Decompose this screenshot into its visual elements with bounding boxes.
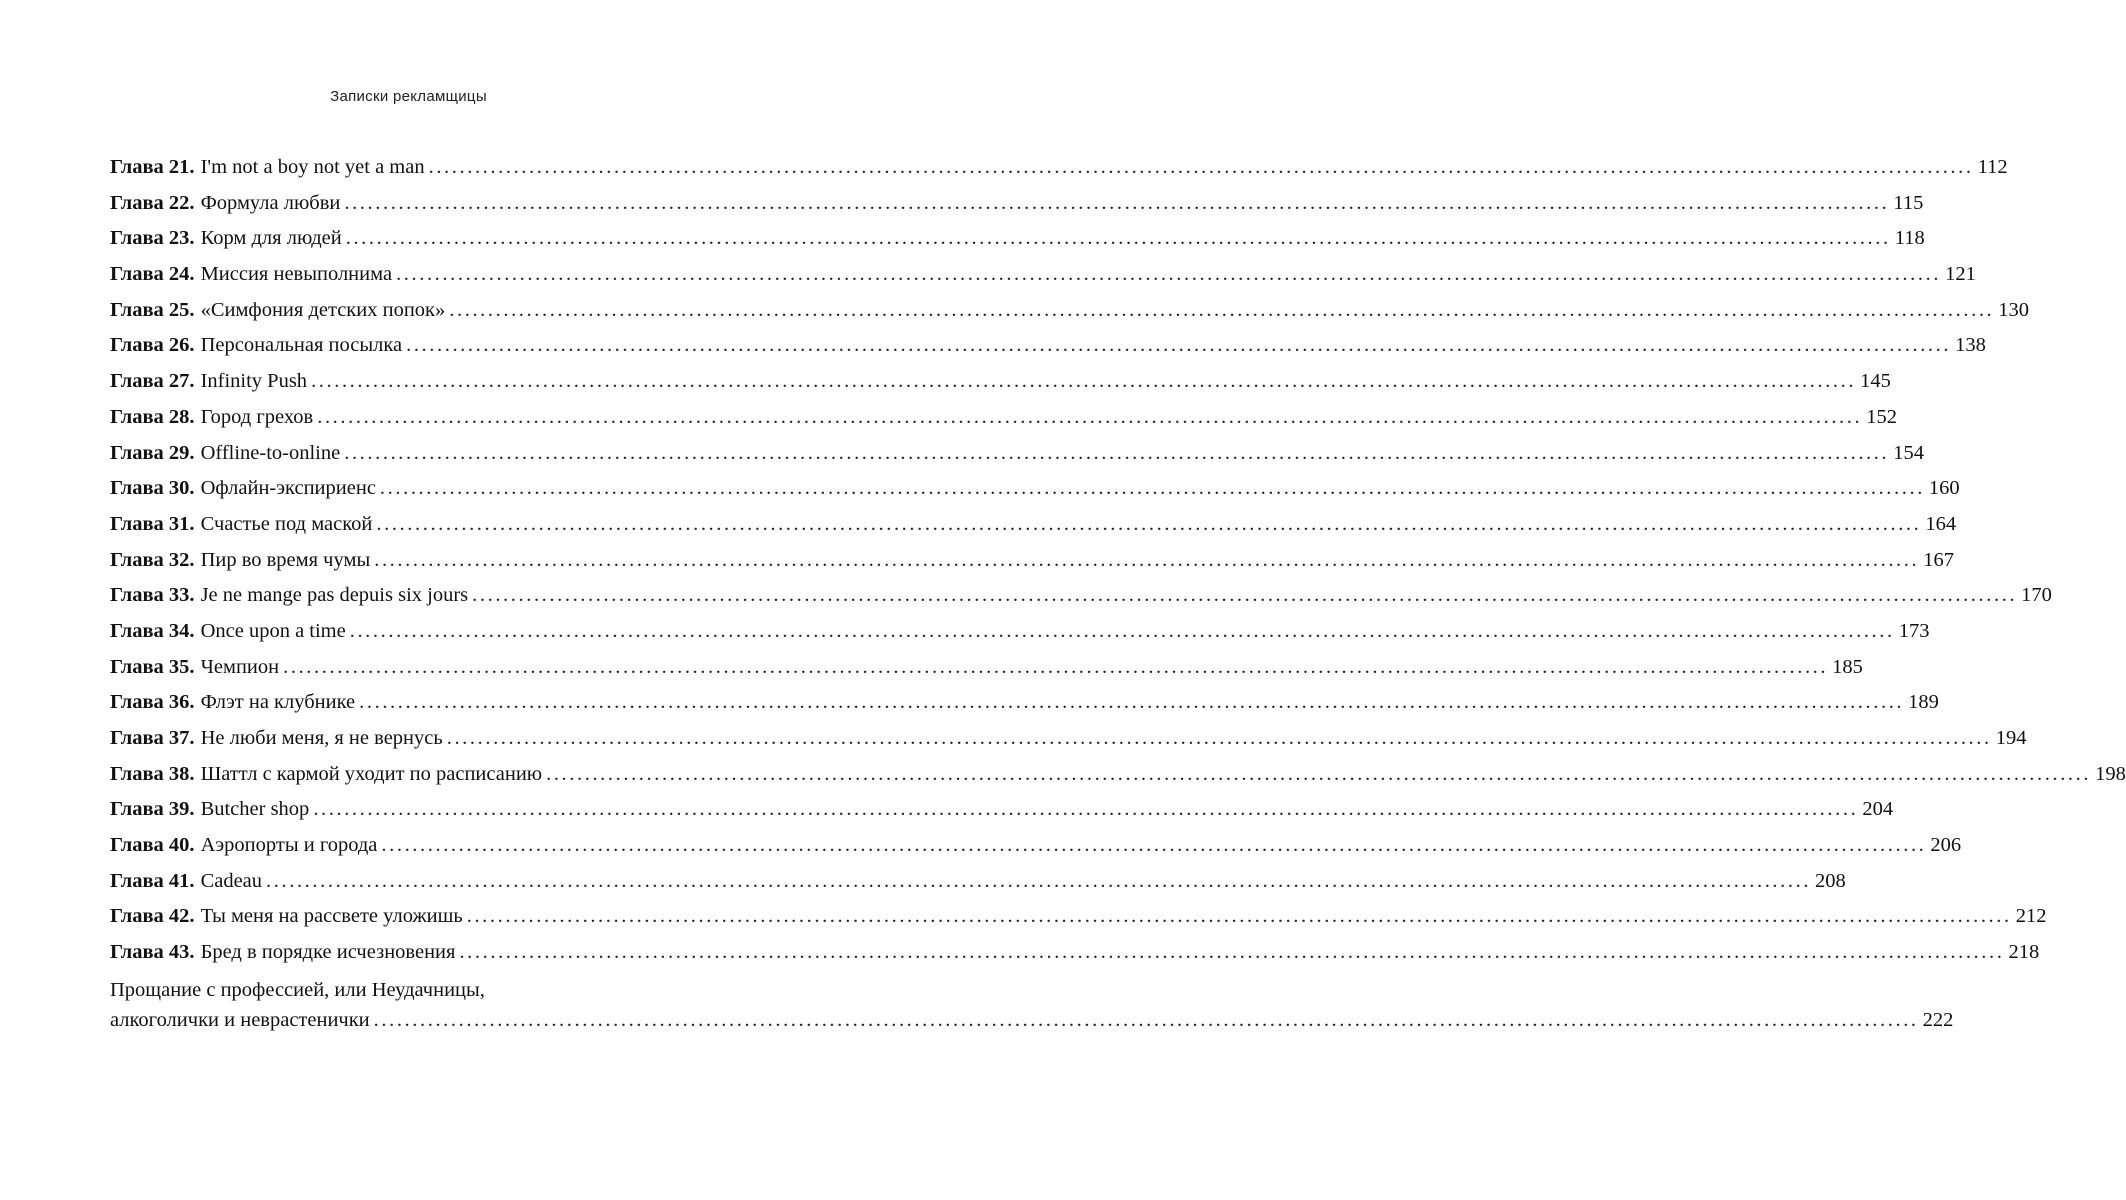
- chapter-title: Чемпион: [200, 655, 280, 678]
- chapter-title: Butcher shop: [200, 798, 310, 821]
- dot-leader: ........................................................................................................................................................................................................: [449, 298, 1995, 321]
- chapter-label: Глава 21.: [110, 156, 195, 178]
- dot-leader: ........................................................................................................................................................................................................: [373, 1008, 1919, 1031]
- chapter-label: Глава 28.: [110, 405, 195, 428]
- toc-entry: [110, 543, 1954, 579]
- page-number: 118: [1894, 227, 1925, 250]
- chapter-title: Не люби меня, я не вернусь: [200, 727, 443, 749]
- chapter-title: Пир во время чумы: [200, 548, 371, 571]
- dot-leader: ........................................................................................................................................................................................................: [379, 477, 1925, 500]
- final-entry-title-line2: алкоголички и неврастенички: [110, 1008, 370, 1031]
- toc-entry: [110, 400, 1897, 436]
- page-number: 115: [1893, 191, 1924, 214]
- final-entry-line2: [110, 1005, 1954, 1035]
- page-number: 167: [1923, 548, 1954, 571]
- toc-entry: [110, 364, 1891, 400]
- chapter-label: Глава 22.: [110, 191, 195, 214]
- chapter-title: I'm not a boy not yet a man: [200, 156, 425, 178]
- dot-leader: ........................................................................................................................................................................................................: [472, 584, 2018, 607]
- toc-entry: [110, 328, 1986, 364]
- toc-entry: [110, 257, 1976, 293]
- dot-leader: ........................................................................................................................................................................................................: [345, 227, 1891, 250]
- table-of-contents: [110, 150, 2126, 1035]
- chapter-label: Глава 40.: [110, 834, 195, 857]
- chapter-title: Флэт на клубнике: [200, 691, 356, 714]
- page-number: 208: [1815, 869, 1846, 892]
- chapter-label: Глава 24.: [110, 263, 195, 286]
- page-number: 160: [1928, 477, 1960, 500]
- dot-leader: ........................................................................................................................................................................................................: [359, 691, 1905, 714]
- toc-entry: [110, 685, 1939, 721]
- toc-entry: [110, 757, 2126, 793]
- chapter-label: Глава 32.: [110, 548, 195, 571]
- toc-entry: [110, 436, 1924, 472]
- chapter-label: Глава 42.: [110, 905, 195, 928]
- toc-entry: [110, 186, 1924, 222]
- chapter-title: Шаттл с кармой уходит по расписанию: [200, 762, 543, 785]
- page-number: 212: [2015, 905, 2047, 928]
- page-number: 138: [1955, 334, 1986, 357]
- toc-entry: [110, 614, 1930, 650]
- chapter-title: Once upon a time: [200, 619, 346, 642]
- chapter-label: Глава 35.: [110, 655, 195, 678]
- running-head-title: Записки рекламщицы: [330, 88, 487, 105]
- chapter-label: Глава 39.: [110, 798, 195, 821]
- chapter-label: Глава 34.: [110, 619, 195, 642]
- dot-leader: ........................................................................................................................................................................................................: [283, 655, 1829, 678]
- page-number: 130: [1998, 298, 2030, 321]
- dot-leader: ........................................................................................................................................................................................................: [459, 941, 2005, 964]
- dot-leader: ........................................................................................................................................................................................................: [317, 405, 1863, 428]
- chapter-label: Глава 31.: [110, 512, 195, 535]
- dot-leader: ........................................................................................................................................................................................................: [396, 263, 1942, 286]
- toc-entry: [110, 899, 2047, 935]
- chapter-title: Город грехов: [200, 405, 314, 428]
- dot-leader: ........................................................................................................................................................................................................: [381, 834, 1927, 857]
- toc-entry: [110, 293, 2030, 329]
- page-number: 198: [2095, 762, 2126, 785]
- toc-entry: [110, 471, 1960, 507]
- chapter-title: Бред в порядке исчезновения: [200, 941, 456, 964]
- chapter-title: Корм для людей: [200, 227, 342, 250]
- dot-leader: ........................................................................................................................................................................................................: [428, 156, 1974, 178]
- toc-entry: [110, 578, 2052, 614]
- page-number: 170: [2021, 584, 2052, 607]
- chapter-label: Глава 41.: [110, 869, 195, 892]
- chapter-label: Глава 37.: [110, 727, 195, 749]
- dot-leader: ........................................................................................................................................................................................................: [406, 334, 1952, 357]
- page-number: 173: [1898, 619, 1930, 642]
- chapter-title: Персональная посылка: [200, 334, 403, 357]
- toc-entry: [110, 150, 2008, 186]
- chapter-title: Формула любви: [200, 191, 341, 214]
- chapter-title: Счастье под маской: [200, 512, 373, 535]
- chapter-title: Аэропорты и города: [200, 834, 378, 857]
- page-number: 189: [1908, 691, 1939, 714]
- chapter-label: Глава 38.: [110, 762, 195, 785]
- chapter-label: Глава 43.: [110, 941, 195, 964]
- page-number: 206: [1930, 834, 1962, 857]
- chapter-label: Глава 27.: [110, 370, 195, 393]
- toc-entry: [110, 935, 2040, 971]
- dot-leader: ........................................................................................................................................................................................................: [466, 905, 2012, 928]
- chapter-label: Глава 30.: [110, 477, 195, 500]
- dot-leader: ........................................................................................................................................................................................................: [446, 727, 1992, 749]
- chapter-label: Глава 26.: [110, 334, 195, 357]
- page-number: 204: [1862, 798, 1894, 821]
- chapter-title: Infinity Push: [200, 370, 308, 393]
- dot-leader: ........................................................................................................................................................................................................: [311, 370, 1857, 393]
- page-number: 218: [2008, 941, 2040, 964]
- page-number: 194: [1995, 727, 2027, 749]
- chapter-label: Глава 29.: [110, 441, 195, 464]
- chapter-title: Ты меня на рассвете уложишь: [200, 905, 463, 928]
- page-number: 112: [1977, 156, 2008, 178]
- dot-leader: ........................................................................................................................................................................................................: [344, 191, 1890, 214]
- dot-leader: ........................................................................................................................................................................................................: [546, 762, 2092, 785]
- toc-final-entry: [110, 975, 1954, 1035]
- chapter-title: Cadeau: [200, 869, 263, 892]
- chapter-title: Offline-to-online: [200, 441, 341, 464]
- chapter-label: Глава 23.: [110, 227, 195, 250]
- chapter-title: Je ne mange pas depuis six jours: [200, 584, 469, 607]
- dot-leader: ........................................................................................................................................................................................................: [374, 548, 1920, 571]
- toc-entry: [110, 864, 1846, 900]
- toc-entry: [110, 828, 1962, 864]
- toc-entry: [110, 792, 1894, 828]
- dot-leader: ........................................................................................................................................................................................................: [344, 441, 1890, 464]
- page-number: 154: [1893, 441, 1924, 464]
- page-number: 222: [1922, 1008, 1954, 1031]
- chapter-title: Офлайн-экспириенс: [200, 477, 376, 500]
- page-number: 145: [1860, 370, 1891, 393]
- page-number: 185: [1832, 655, 1863, 678]
- toc-entry: [110, 221, 1925, 257]
- chapter-label: Глава 36.: [110, 691, 195, 714]
- toc-entry: [110, 507, 1957, 543]
- dot-leader: ........................................................................................................................................................................................................: [349, 619, 1895, 642]
- toc-entry: [110, 721, 2027, 757]
- final-entry-title-line1: Прощание с профессией, или Неудачницы,: [110, 978, 485, 1001]
- chapter-title: «Симфония детских попок»: [200, 298, 446, 321]
- chapter-label: Глава 33.: [110, 584, 195, 607]
- page-number: 152: [1866, 405, 1897, 428]
- page-number: 121: [1945, 263, 1976, 286]
- dot-leader: ........................................................................................................................................................................................................: [266, 869, 1812, 892]
- dot-leader: ........................................................................................................................................................................................................: [313, 798, 1859, 821]
- page-number: 164: [1925, 512, 1957, 535]
- chapter-label: Глава 25.: [110, 298, 195, 321]
- chapter-title: Миссия невыполнима: [200, 263, 393, 286]
- toc-entry: [110, 650, 1863, 686]
- dot-leader: ........................................................................................................................................................................................................: [376, 512, 1922, 535]
